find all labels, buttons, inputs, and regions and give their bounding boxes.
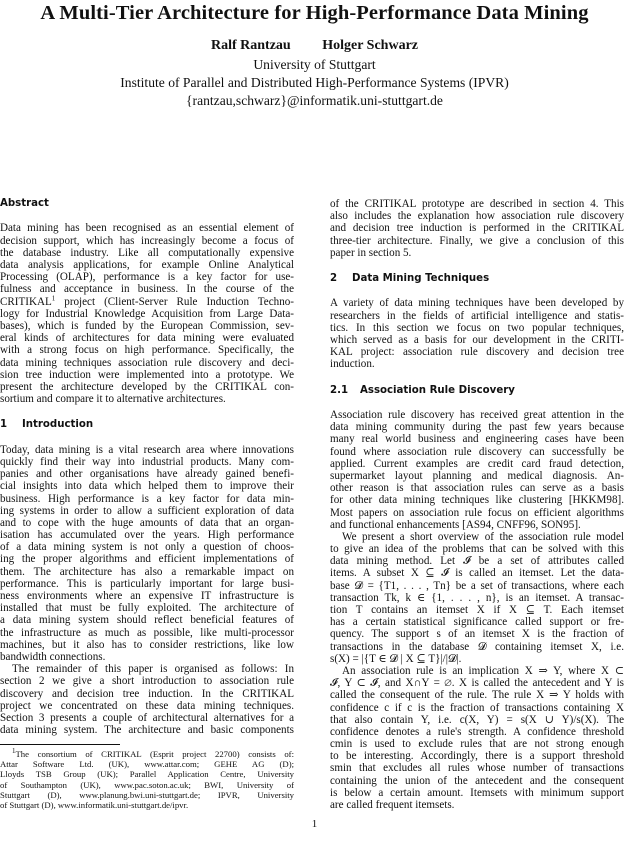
section-number: 1 xyxy=(0,419,8,431)
text-line: machines, but it also has to consider restrictions, like low xyxy=(0,638,294,651)
text-line: and decision tree induction is performed in the CRITIKAL xyxy=(330,222,624,235)
text-line: of a data mining system is not only a question of choos- xyxy=(0,541,294,554)
footnote-marker: 1 xyxy=(12,747,16,756)
affiliation-university: University of Stuttgart xyxy=(253,57,376,72)
footnote-divider xyxy=(0,744,120,745)
text-line: Most papers on association rule focus on efficient algorithms xyxy=(330,506,624,519)
text-line: also includes the explanation how association rule discovery xyxy=(330,210,624,223)
text-line: a data mining system should reflect beneficial features of xyxy=(0,614,294,627)
introduction-body-continued xyxy=(0,663,294,736)
text-line: the database industry. Like all computationally expensive xyxy=(0,246,294,259)
text-line: other reason is that association rules can serve as a basis xyxy=(330,482,624,495)
text-line: three-tier architecture. Finally, we give a conclusion of this xyxy=(330,234,624,247)
text-line: bases), which is funded by the European Commission, sev- xyxy=(0,319,294,332)
text-line: them. The architecture has also a remarkable impact on xyxy=(0,565,294,578)
text-line: data mining community during the past few years because xyxy=(330,421,624,434)
text-line: ing systems in order to allow a sufficient exploration of data xyxy=(0,504,294,517)
page-number: 1 xyxy=(311,818,318,830)
author-name: Ralf Rantzau xyxy=(210,38,291,53)
text-line: panies and other organisations have already gained benefi- xyxy=(0,468,294,481)
footnote-line: of Southampton (UK), www.pac.soton.ac.uk; BWI, University of xyxy=(0,779,294,790)
text-line: confidence denotes a rule's strength. A confidence threshold xyxy=(330,725,624,738)
text-line: 𝓘, Y ⊂ 𝓘, and X∩Y = ∅. X is called the antecedent and Y is xyxy=(330,677,624,690)
text-line: applied. Current examples are credit card fraud detection, xyxy=(330,457,624,470)
section-heading-data-mining-techniques xyxy=(330,273,624,285)
section-heading-introduction xyxy=(0,419,294,431)
text-line: project we concentrated on these data mining techniques. xyxy=(0,699,294,712)
text-line: data mining method. Let 𝓘 be a set of attributes called xyxy=(330,555,624,568)
abstract-body xyxy=(0,222,294,405)
text-line: cial insights into data which helped them to improve their xyxy=(0,480,294,493)
footnote-line xyxy=(0,749,294,759)
text-line: KAL project: association rule discovery and decision tree xyxy=(330,346,624,359)
footnote-line: Stuttgart (D), www.planung.bwi.uni-stuttgart.de; IPVR, University xyxy=(0,789,294,800)
text-line: with a strong focus on high performance. Specifically, the xyxy=(0,344,294,357)
text-line: base 𝓓 = {T1, . . . , Tn} be a set of transactions, where each xyxy=(330,579,624,592)
text-line: data analysis applications, for example Online Analytical xyxy=(0,259,294,272)
text-line: to give an idea of the problems that can be solved with this xyxy=(330,543,624,556)
footnote-line: Attar Software Ltd. (UK), www.attar.com; GEHE AG (D); xyxy=(0,759,294,770)
text-line: installed that must be fully exploited. The architecture of xyxy=(0,602,294,615)
text-line: quickly find their way into industrial products. Many com- xyxy=(0,455,294,468)
introduction-continued xyxy=(330,198,624,259)
text-line: quency. The support s of an itemset X is the fraction of xyxy=(330,628,624,641)
text-line: eral kinds of architectures for data mining were evaluated xyxy=(0,332,294,345)
section-title: Data Mining Techniques xyxy=(352,272,490,284)
text-line: fulness and acceptance in business. In the course of the xyxy=(0,283,294,296)
footnote-marker[interactable]: 1 xyxy=(51,293,56,302)
author-list xyxy=(0,38,629,54)
text-line: paper in section 5. xyxy=(330,246,412,259)
text-line: transaction Tk, k ∈ {1, . . . , n}, is an itemset. A transac- xyxy=(330,591,624,604)
text-line: tion T contains an itemset X if X ⊆ T. Each itemset xyxy=(330,604,624,617)
text-line: An association rule is an implication X ⇒ Y, where X ⊂ xyxy=(342,664,624,677)
text-line: We present a short overview of the association rule model xyxy=(342,530,624,543)
footnote-text: The consortium of CRITIKAL (Esprit project 22700) consists of: xyxy=(15,749,294,760)
subsection-2-1-paragraph-1 xyxy=(330,409,624,531)
text-line: s(X) = |{T ∈ 𝓓 | X ⊆ T}|/|𝓓|. xyxy=(330,652,462,665)
section-title: Introduction xyxy=(22,419,94,431)
text-line: the infrastructure as much as possible, like multi-processor xyxy=(0,626,294,639)
text-line: transactions in the database 𝓓 containing itemset X, i.e. xyxy=(330,640,624,653)
text-line: A variety of data mining techniques have been developed by xyxy=(330,297,624,310)
section-number: 2.1 xyxy=(330,384,349,396)
footnote xyxy=(0,749,294,810)
text-line: tics. In this section we focus on two popular techniques, xyxy=(330,321,624,334)
text-line: has a certain statistical significance called support or fre- xyxy=(330,616,624,629)
introduction-body xyxy=(0,444,294,663)
text-line: Processing (OLAP), performance is a key factor for use- xyxy=(0,271,294,284)
section-number: 2 xyxy=(330,272,338,284)
subsection-heading-association-rule-discovery xyxy=(330,385,624,397)
text-line: containing the union of the antecedent and the consequent xyxy=(330,774,624,787)
text-line: and functional enhancements [AS94, CNFF96, SON95]. xyxy=(330,518,581,531)
text-line xyxy=(0,293,294,308)
subsection-2-1-paragraph-2 xyxy=(330,531,624,665)
text-line: and to cope with the huge amounts of data that an organ- xyxy=(0,516,294,529)
abstract-heading: Abstract xyxy=(0,198,49,209)
affiliation-institute: Institute of Parallel and Distributed High-Performance Systems (IPVR) xyxy=(120,75,509,90)
text-line: isation has accumulated over the years. High performance xyxy=(0,529,294,542)
right-column xyxy=(330,198,624,811)
text-line: researchers in the fields of artificial intelligence and statis- xyxy=(330,309,624,322)
text-line: for other data mining techniques like clustering [HKKM98]. xyxy=(330,494,624,507)
text-line: present the architecture developed by the CRITIKAL con- xyxy=(0,380,294,393)
left-column xyxy=(0,198,294,810)
author-name: Holger Schwarz xyxy=(322,38,418,53)
section-title: Association Rule Discovery xyxy=(360,384,515,396)
text-line: Section 3 presents a couple of architectural alternatives for a xyxy=(0,711,294,724)
text-line: data mining techniques association rule discovery and deci- xyxy=(0,356,294,369)
footnote-line: Lloyds TSB Group (UK); Parallel Application Centre, University xyxy=(0,769,294,780)
text-line: Today, data mining is a vital research area where innovations xyxy=(0,443,294,456)
text-line: cmin is used to exclude rules that are not strong enough xyxy=(330,738,624,751)
text-line: The remainder of this paper is organised as follows: In xyxy=(12,663,294,676)
text-line: of the CRITIKAL prototype are described in section 4. This xyxy=(330,198,624,210)
text-line: Association rule discovery has received great attention in the xyxy=(330,409,624,422)
paper-title: A Multi-Tier Architecture for High-Performance Data Mining xyxy=(40,2,589,24)
text-line: is below a certain amount. Itemsets with minimum support xyxy=(330,786,624,799)
text-line: confidence c if c is the fraction of transactions containing X xyxy=(330,701,624,714)
subsection-2-1-paragraph-3 xyxy=(330,665,624,811)
text-line: induction. xyxy=(330,358,375,371)
text-line: data mining system. The architecture and basic components xyxy=(0,724,294,737)
text-line: are called frequent itemsets. xyxy=(330,799,455,812)
section2-body xyxy=(330,297,624,370)
text-line: sion tree induction were implemented into a prototype. We xyxy=(0,368,294,381)
critikal-term: CRITIKAL xyxy=(0,295,52,308)
text-line: bandwidth connections. xyxy=(0,650,106,663)
text-line: which served as a basis for our development in the CRITI- xyxy=(330,333,624,346)
text-line: logy for Industrial Knowledge Acquisition from Large Data- xyxy=(0,307,294,320)
footnote-line: of Stuttgart (D), www.informatik.uni-stuttgart.de/ipvr. xyxy=(0,799,189,810)
text-line: smin that excludes all rules whose number of transactions xyxy=(330,762,624,775)
text-line: decision support, which has increasingly become a focus of xyxy=(0,234,294,247)
text-line: discovery and decision tree induction. In the CRITIKAL xyxy=(0,687,294,700)
text-line: that also contain Y, i.e. c(X, Y) = s(X ∪ Y)/s(X). The xyxy=(330,713,624,726)
text-line: to be interesting. Accordingly, there is a support threshold xyxy=(330,750,624,763)
text-line: items. A subset X ⊆ 𝓘 is called an itemset. Let the data- xyxy=(330,567,624,580)
text-line: called the consequent of the rule. The rule X ⇒ Y holds with xyxy=(330,689,624,702)
text-line: section 2 we give a short introduction to association rule xyxy=(0,675,294,688)
text-line: ness environments where an expensive IT infrastructure is xyxy=(0,590,294,603)
text-line: many real world business and engineering cases have been xyxy=(330,433,624,446)
text-line: business. High performance is a key factor for data min- xyxy=(0,492,294,505)
text-line: Data mining has been recognised as an essential element of xyxy=(0,222,294,235)
affiliation-email: {rantzau,schwarz}@informatik.uni-stuttgart.de xyxy=(186,93,443,108)
text-line: ing the proper algorithms and efficient implementations of xyxy=(0,553,294,566)
text-fragment: project (Client-Server Rule Induction Techno- xyxy=(55,295,294,308)
text-line: sortium and compare it to alternative architectures. xyxy=(0,393,226,406)
text-line: supermarket layout planning and medical diagnosis. An- xyxy=(330,469,624,482)
text-line: found where association rule discovery can successfully be xyxy=(330,445,624,458)
text-line: performance. This is particularly important for large busi- xyxy=(0,577,294,590)
